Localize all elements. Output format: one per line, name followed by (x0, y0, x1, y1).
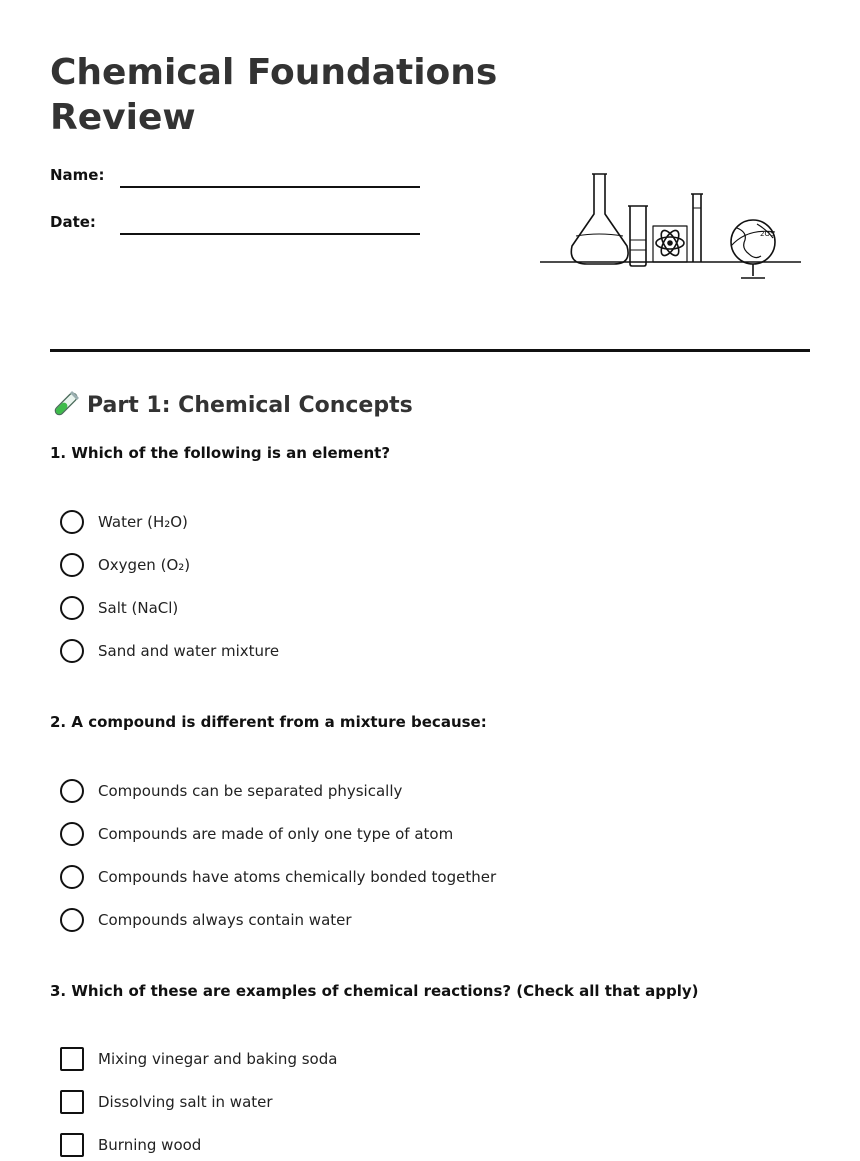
option-label: Oxygen (O₂) (98, 556, 191, 574)
q1-option-3[interactable] (60, 595, 178, 621)
globe-text: 2O5 (760, 230, 775, 238)
date-field[interactable] (120, 233, 420, 235)
q1-option-4[interactable] (60, 638, 279, 664)
radio-button[interactable] (60, 596, 84, 620)
option-label: Compounds always contain water (98, 911, 352, 929)
radio-button[interactable] (60, 553, 84, 577)
q3-option-1[interactable] (60, 1046, 337, 1072)
test-tube-icon (50, 390, 80, 420)
q3-option-3[interactable] (60, 1132, 201, 1158)
radio-button[interactable] (60, 510, 84, 534)
checkbox[interactable] (60, 1090, 84, 1114)
q3-option-2[interactable] (60, 1089, 273, 1115)
q2-option-3[interactable] (60, 864, 496, 890)
option-label: Salt (NaCl) (98, 599, 179, 617)
section-divider (50, 349, 810, 352)
name-label: Name: (50, 166, 105, 184)
option-label: Burning wood (98, 1136, 202, 1154)
radio-button[interactable] (60, 822, 84, 846)
radio-button[interactable] (60, 639, 84, 663)
worksheet-title: Chemical Foundations Review (50, 52, 498, 138)
date-label: Date: (50, 213, 96, 231)
q2-option-2[interactable] (60, 821, 453, 847)
option-label: Water (H₂O) (98, 513, 188, 531)
option-label: Mixing vinegar and baking soda (98, 1050, 338, 1068)
option-label: Sand and water mixture (98, 642, 280, 660)
section-header (50, 388, 413, 422)
option-label: Compounds have atoms chemically bonded together (98, 868, 497, 886)
section-title: Part 1: Chemical Concepts (87, 392, 413, 418)
radio-button[interactable] (60, 865, 84, 889)
q1-option-2[interactable] (60, 552, 190, 578)
checkbox[interactable] (60, 1133, 84, 1157)
question-2: 2. A compound is different from a mixture because: (50, 713, 487, 731)
option-label: Compounds can be separated physically (98, 782, 403, 800)
q2-option-4[interactable] (60, 907, 352, 933)
option-label: Compounds are made of only one type of atom (98, 825, 454, 843)
option-label: Dissolving salt in water (98, 1093, 273, 1111)
name-field[interactable] (120, 186, 420, 188)
radio-button[interactable] (60, 779, 84, 803)
question-3: 3. Which of these are examples of chemical reactions? (Check all that apply) (50, 982, 699, 1000)
q1-option-1[interactable] (60, 509, 188, 535)
lab-glassware-illustration (535, 168, 807, 288)
checkbox[interactable] (60, 1047, 84, 1071)
q2-option-1[interactable] (60, 778, 402, 804)
radio-button[interactable] (60, 908, 84, 932)
question-1: 1. Which of the following is an element? (50, 444, 391, 462)
